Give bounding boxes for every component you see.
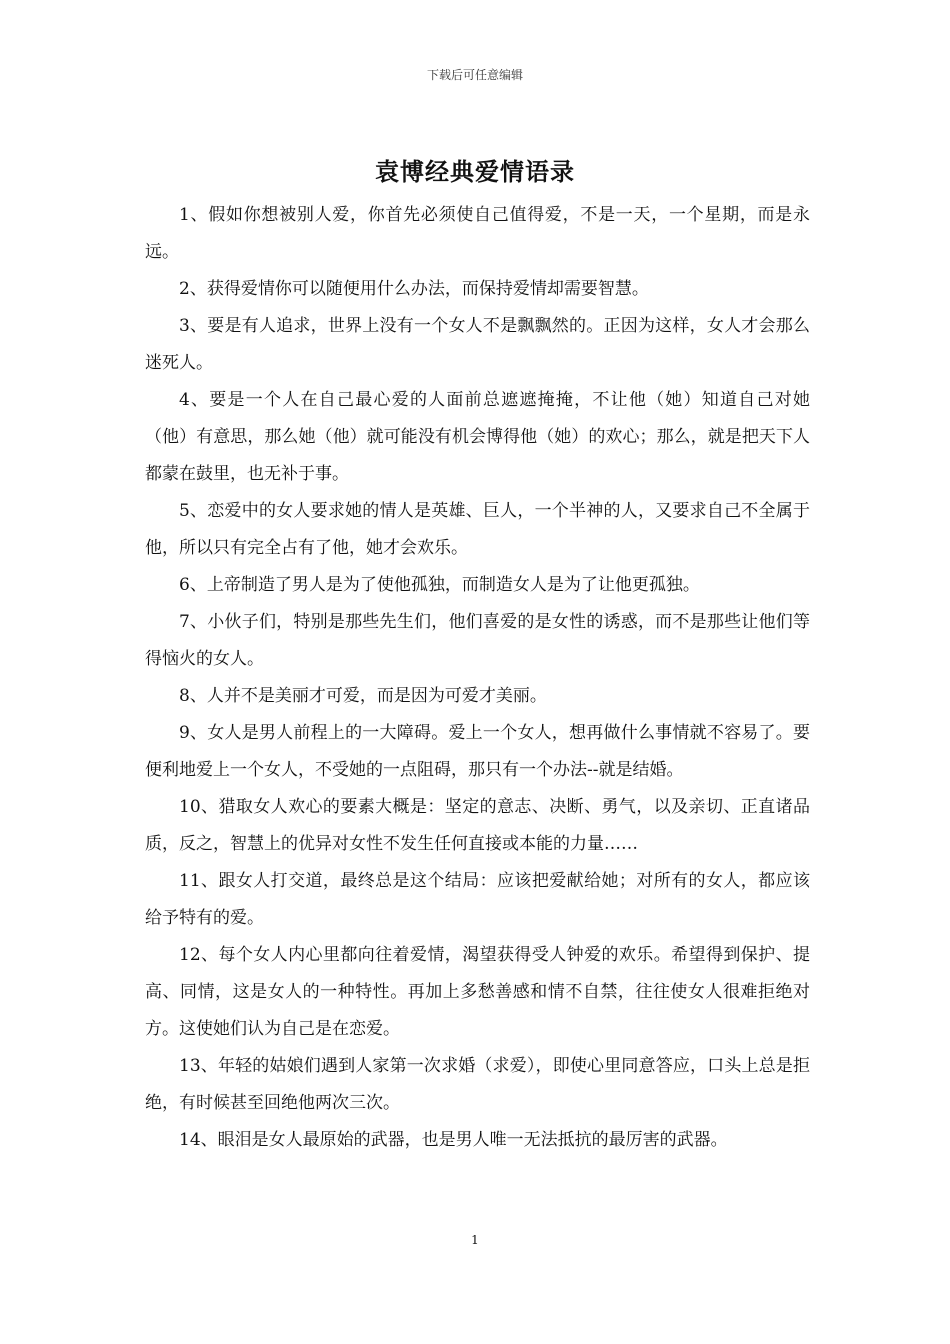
paragraph: 6、上帝制造了男人是为了使他孤独，而制造女人是为了让他更孤独。: [179, 575, 700, 595]
document-body: [145, 197, 810, 1159]
paragraph: 1、假如你想被别人爱，你首先必须使自己值得爱，不是一天，一个星期，而是永远。: [145, 205, 810, 262]
paragraph: 12、每个女人内心里都向往着爱情，渴望获得受人钟爱的欢乐。希望得到保护、提高、同情，这是女人的一种特性。再加上多愁善感和情不自禁，往往使女人很难拒绝对方。这使她们认为自己是在恋爱。: [145, 945, 810, 1039]
paragraph: 14、眼泪是女人最原始的武器，也是男人唯一无法抵抗的最厉害的武器。: [179, 1130, 728, 1150]
paragraph: 13、年轻的姑娘们遇到人家第一次求婚（求爱），即使心里同意答应，口头上总是拒绝，有时候甚至回绝他两次三次。: [145, 1056, 810, 1113]
document-title: 袁博经典爱情语录: [375, 157, 575, 186]
paragraph: 5、恋爱中的女人要求她的情人是英雄、巨人，一个半神的人，又要求自己不全属于他，所以只有完全占有了他，她才会欢乐。: [145, 501, 810, 558]
page-number: 1: [471, 1233, 479, 1247]
paragraph: 8、人并不是美丽才可爱，而是因为可爱才美丽。: [179, 686, 547, 706]
page-header: 下载后可任意编辑: [426, 68, 523, 82]
paragraph: 4、要是一个人在自己最心爱的人面前总遮遮掩掩，不让他（她）知道自己对她（他）有意思，那么她（他）就可能没有机会博得他（她）的欢心；那么，就是把天下人都蒙在鼓里，也无补于事。: [145, 390, 810, 484]
paragraph: 9、女人是男人前程上的一大障碍。爱上一个女人，想再做什么事情就不容易了。要便利地爱上一个女人，不受她的一点阻碍，那只有一个办法--就是结婚。: [145, 723, 810, 780]
paragraph: 2、获得爱情你可以随便用什么办法，而保持爱情却需要智慧。: [179, 279, 649, 299]
paragraph: 11、跟女人打交道，最终总是这个结局：应该把爱献给她；对所有的女人，都应该给予特有的爱。: [145, 871, 810, 928]
paragraph: 3、要是有人追求，世界上没有一个女人不是飘飘然的。正因为这样，女人才会那么迷死人。: [145, 316, 810, 373]
paragraph: 7、小伙子们，特别是那些先生们，他们喜爱的是女性的诱惑，而不是那些让他们等得恼火的女人。: [145, 612, 810, 669]
paragraph: 10、猎取女人欢心的要素大概是：坚定的意志、决断、勇气，以及亲切、正直诸品质，反之，智慧上的优异对女性不发生任何直接或本能的力量……: [145, 797, 810, 854]
